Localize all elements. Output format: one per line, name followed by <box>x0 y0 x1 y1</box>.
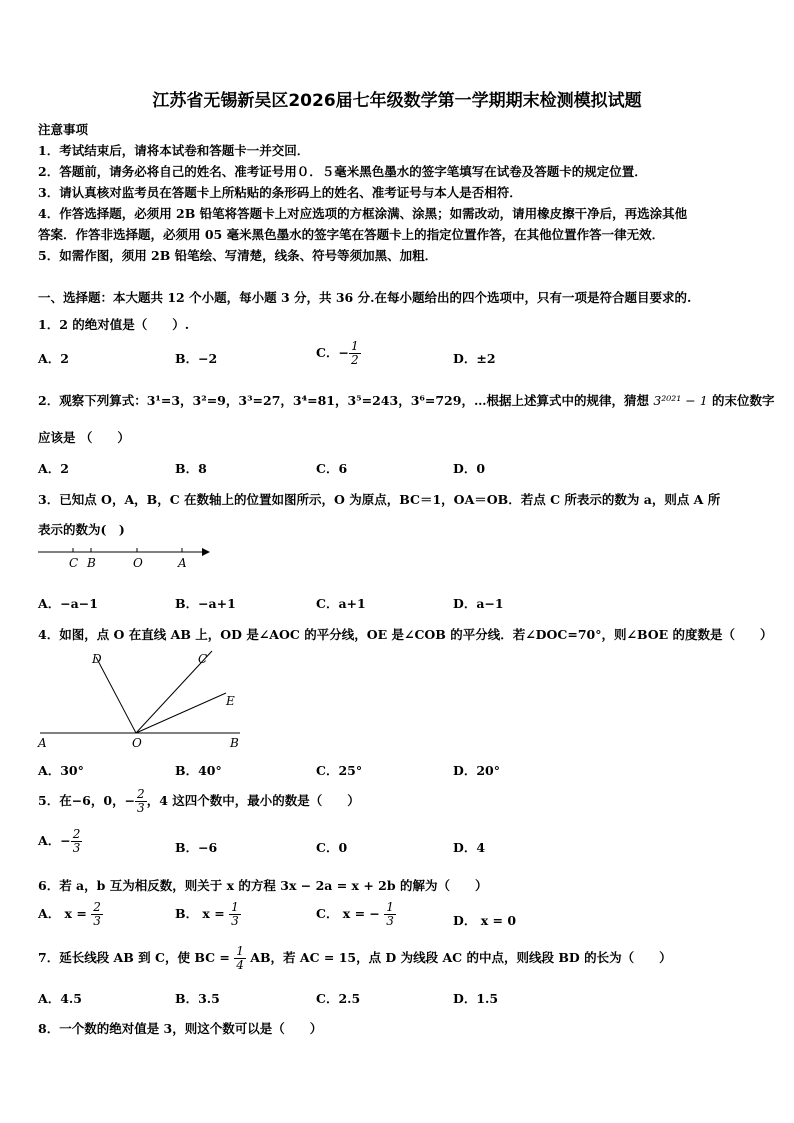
label-o: O <box>132 736 142 750</box>
question-7-stem: 7．延长线段 AB 到 C，使 BC = $\frac{1}{4}$ AB，若 AC = 15，点 D 为线段 AC 的中点，则线段 BD 的长为（ ） <box>38 944 672 972</box>
q6-option-a: A． x = $\frac{2}{3}$ <box>38 900 101 928</box>
q3-option-c: C．a+1 <box>316 596 366 611</box>
point-c-label: C <box>69 556 79 570</box>
q4-option-b: B．40° <box>175 763 222 778</box>
angle-figure <box>36 647 246 753</box>
q1-option-c: C．− $\frac{1}{2}$ <box>316 339 359 367</box>
label-c: C <box>198 652 208 666</box>
q7-option-c: C．2.5 <box>316 991 361 1006</box>
label-e: E <box>226 694 235 708</box>
question-3-stem-cont: 表示的数为( ) <box>38 522 125 537</box>
q5-option-c: C．0 <box>316 840 348 855</box>
notice-item: 5．如需作图，须用 2B 铅笔绘、写清楚，线条、符号等须加黑、加粗． <box>38 248 438 263</box>
q3-option-d: D．a−1 <box>453 596 504 611</box>
question-5-stem: 5．在−6，0，− $\frac{2}{3}$ ，4 这四个数中，最小的数是（ ） <box>38 787 360 815</box>
exam-title: 江苏省无锡新吴区2026届七年级数学第一学期期末检测模拟试题 <box>152 91 642 111</box>
notice-heading: 注意事项 <box>38 122 89 137</box>
q3-option-a: A．−a−1 <box>38 596 98 611</box>
question-1-stem: 1．2 的绝对值是（ ）. <box>38 317 190 332</box>
question-2-stem: 2．观察下列算式：3¹=3，3²=9，3³=27，3⁴=81，3⁵=243，3⁶=729，…根据上述算式中的规律，猜想 3²⁰²¹ − 1 的末位数字 <box>38 393 775 408</box>
question-4-stem: 4．如图，点 O 在直线 AB 上，OD 是∠AOC 的平分线，OE 是∠COB 的平分线．若∠DOC=70°，则∠BOE 的度数是（ ） <box>38 627 773 642</box>
point-b-label: B <box>87 556 96 570</box>
q7-option-a: A．4.5 <box>38 991 82 1006</box>
q5-option-d: D．4 <box>453 840 486 855</box>
q1-option-b: B．−2 <box>175 351 218 366</box>
label-b: B <box>230 736 239 750</box>
label-a: A <box>38 736 47 750</box>
notice-item: 4．作答选择题，必须用 2B 铅笔将答题卡上对应选项的方框涂满、涂黑；如需改动，请用橡皮擦干净后，再选涂其他 <box>38 206 688 221</box>
q7-option-d: D．1.5 <box>453 991 499 1006</box>
notice-item: 2．答题前，请务必将自己的姓名、准考证号用０．５毫米黑色墨水的签字笔填写在试卷及答题卡的规定位置． <box>38 164 647 179</box>
point-o-label: O <box>133 556 143 570</box>
q4-option-a: A．30° <box>38 763 84 778</box>
number-line-figure <box>36 543 216 573</box>
question-8-stem: 8．一个数的绝对值是 3，则这个数可以是（ ） <box>38 1021 323 1036</box>
q6-option-b: B． x = $\frac{1}{3}$ <box>175 900 239 928</box>
question-3-stem: 3．已知点 O，A，B，C 在数轴上的位置如图所示，O 为原点，BC＝1，OA＝OB．若点 C 所表示的数为 a，则点 A 所 <box>38 492 721 507</box>
q3-option-b: B．−a+1 <box>175 596 236 611</box>
q2-option-c: C．6 <box>316 461 348 476</box>
point-a-label: A <box>178 556 187 570</box>
q5-option-a: A．− $\frac{2}{3}$ <box>38 827 81 855</box>
q1-option-d: D．±2 <box>453 351 496 366</box>
label-d: D <box>92 652 102 666</box>
notice-item: 3．请认真核对监考员在答题卡上所粘贴的条形码上的姓名、准考证号与本人是否相符． <box>38 185 522 200</box>
q4-option-c: C．25° <box>316 763 363 778</box>
question-2-stem-cont: 应该是 （ ） <box>38 430 130 445</box>
q4-option-d: D．20° <box>453 763 500 778</box>
section-heading: 一、选择题：本大题共 12 个小题，每小题 3 分，共 36 分.在每小题给出的四个选项中，只有一项是符合题目要求的. <box>38 290 692 305</box>
q2-option-a: A．2 <box>38 461 69 476</box>
q2-option-b: B．8 <box>175 461 207 476</box>
question-6-stem: 6．若 a，b 互为相反数，则关于 x 的方程 3x − 2a = x + 2b 的解为（ ） <box>38 878 488 893</box>
q1-option-a: A．2 <box>38 351 69 366</box>
notice-item: 1．考试结束后，请将本试卷和答题卡一并交回． <box>38 143 310 158</box>
q2-option-d: D．0 <box>453 461 486 476</box>
notice-item: 答案．作答非选择题，必须用 05 毫米黑色墨水的签字笔在答题卡上的指定位置作答，在其他位置作答一律无效． <box>38 227 665 242</box>
q6-option-d: D． x = 0 <box>453 913 517 928</box>
q5-option-b: B．−6 <box>175 840 218 855</box>
q6-option-c: C． x = − $\frac{1}{3}$ <box>316 900 394 928</box>
q7-option-b: B．3.5 <box>175 991 220 1006</box>
